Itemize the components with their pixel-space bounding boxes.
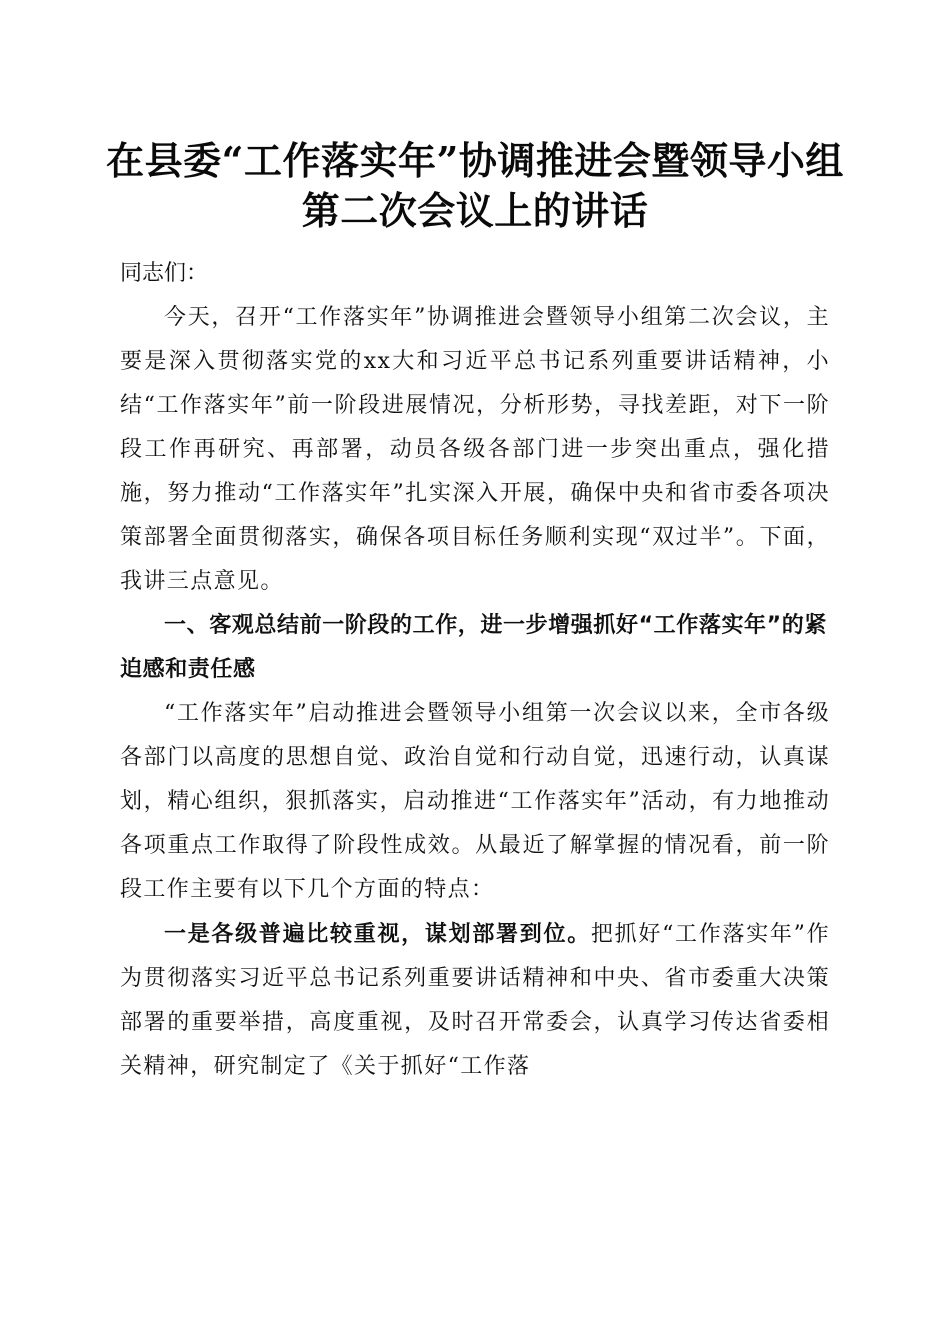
section-heading-1: 一、客观总结前一阶段的工作，进一步增强抓好“工作落实年”的紧迫感和责任感 (120, 613, 827, 682)
point-1-text: 把抓好“工作落实年”作为贯彻落实习近平总书记系列重要讲话精神和中央、省市委重大决策部署的重要举措，高度重视，及时召开常委会，认真学习传达省委相关精神，研究制定了《关于抓好“工作落 (120, 922, 830, 1079)
paragraph-point-1 (120, 912, 830, 1089)
title-line-2: 第二次会议上的讲话 (301, 188, 649, 233)
document-title (100, 136, 850, 236)
salutation: 同志们： (120, 261, 209, 286)
title-line-1: 在县委“工作落实年”协调推进会暨领导小组 (106, 138, 844, 183)
document-body (120, 252, 830, 1089)
paragraph-intro: 今天，召开“工作落实年”协调推进会暨领导小组第二次会议，主要是深入贯彻落实党的xx大和习近平总书记系列重要讲话精神，小结“工作落实年”前一阶段进展情况，分析形势，寻找差距，对下一阶段工作再研究、再部署，动员各级各部门进一步突出重点，强化措施，努力推动“工作落实年”扎实深入开展，确保中央和省市委各项决策部署全面贯彻落实，确保各项目标任务顺利实现“双过半”。下面，我讲三点意见。 (120, 305, 830, 594)
paragraph-review: “工作落实年”启动推进会暨领导小组第一次会议以来，全市各级各部门以高度的思想自觉、政治自觉和行动自觉，迅速行动，认真谋划，精心组织，狠抓落实，启动推进“工作落实年”活动，有力地推动各项重点工作取得了阶段性成效。从最近了解掌握的情况看，前一阶段工作主要有以下几个方面的特点： (120, 701, 830, 902)
point-1-lead: 一是各级普遍比较重视，谋划部署到位。 (164, 921, 591, 947)
